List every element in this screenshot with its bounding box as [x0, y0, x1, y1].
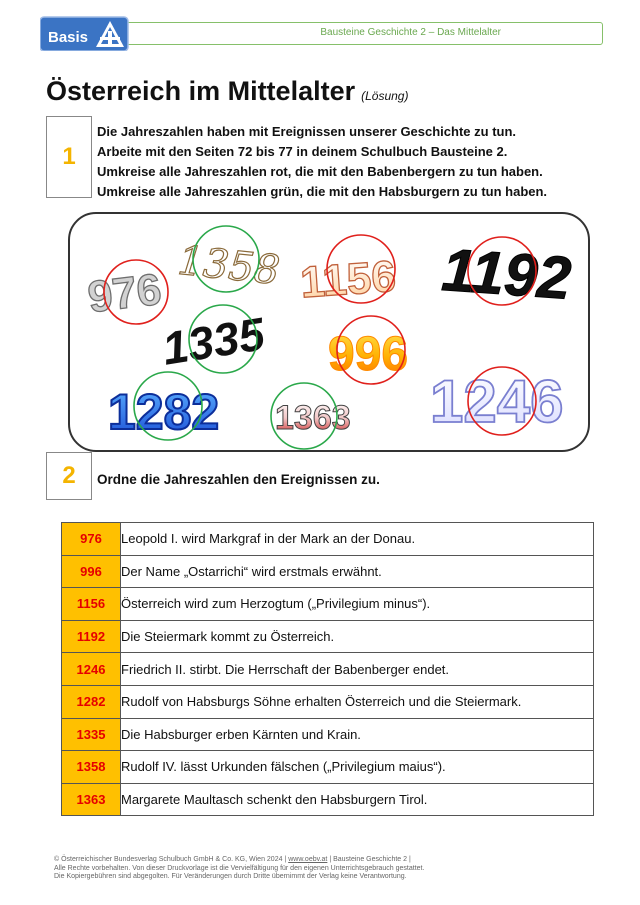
year-cell: 976: [62, 523, 121, 556]
instruction-line: Die Jahreszahlen haben mit Ereignissen unserer Geschichte zu tun.: [97, 124, 517, 139]
footer-line-2: Alle Rechte vorbehalten. Von dieser Druckvorlage ist die Vervielfältigung für den eigenen Unterrichtsgebrauch gestattet.: [54, 864, 425, 872]
table-row: [62, 685, 594, 718]
year-1363: [271, 383, 351, 449]
year-976-text: 976: [85, 264, 165, 323]
year-1358-text: 1358: [175, 237, 282, 295]
event-cell: Leopold I. wird Markgraf in der Mark an der Donau.: [121, 523, 594, 556]
year-cell: 1192: [62, 620, 121, 653]
year-1358: [176, 226, 282, 294]
event-cell: Der Name „Ostarrichi“ wird erstmals erwähnt.: [121, 555, 594, 588]
event-cell: Rudolf von Habsburgs Söhne erhalten Österreich und die Steiermark.: [121, 685, 594, 718]
event-cell: Rudolf IV. lässt Urkunden fälschen („Privilegium maius“).: [121, 751, 594, 784]
page-title: Österreich im Mittelalter (Lösung): [46, 76, 409, 106]
year-1335: [159, 305, 270, 375]
events-table: [61, 522, 594, 816]
series-title: Bausteine Geschichte 2 – Das Mittelalter: [320, 27, 501, 38]
year-996-text: 996: [328, 328, 409, 381]
instruction-line: Arbeite mit den Seiten 72 bis 77 in deinem Schulbuch Bausteine 2.: [97, 144, 508, 159]
footer-line-1: © Österreichischer Bundesverlag Schulbuch GmbH & Co. KG, Wien 2024 | www.oebv.at | Bausteine Geschichte 2 |: [54, 856, 411, 863]
year-cell: 1358: [62, 751, 121, 784]
table-row: [62, 523, 594, 556]
year-1363-text: 1363: [275, 399, 351, 437]
table-row: [62, 620, 594, 653]
table-row: [62, 751, 594, 784]
task-number-1: 1: [46, 116, 92, 198]
task-number-2: 2: [46, 452, 92, 500]
year-1282-text: 1282: [108, 384, 220, 440]
basis-logo: [40, 13, 132, 51]
event-cell: Die Habsburger erben Kärnten und Krain.: [121, 718, 594, 751]
year-numbers-canvas: [70, 214, 588, 450]
year-1335-text: 1335: [158, 307, 269, 375]
event-cell: Die Steiermark kommt zu Österreich.: [121, 620, 594, 653]
event-cell: Friedrich II. stirbt. Die Herrschaft der Babenberger endet.: [121, 653, 594, 686]
year-1192: [440, 236, 573, 312]
year-1156-text: 1156: [298, 251, 398, 308]
year-1246-text: 1246: [430, 368, 564, 435]
year-1192-text: 1192: [439, 236, 574, 312]
table-row: [62, 653, 594, 686]
event-cell: Österreich wird zum Herzogtum („Privilegium minus“).: [121, 588, 594, 621]
year-996: [328, 316, 408, 384]
year-cell: 1156: [62, 588, 121, 621]
year-976: [85, 260, 168, 324]
year-cell: 1246: [62, 653, 121, 686]
task2-instruction: Ordne die Jahreszahlen den Ereignissen zu.: [97, 472, 380, 487]
title-note: (Lösung): [361, 89, 409, 103]
instruction-line: Umkreise alle Jahreszahlen rot, die mit den Babenbergern zu tun haben.: [97, 164, 543, 179]
table-row: [62, 718, 594, 751]
instruction-line: Umkreise alle Jahreszahlen grün, die mit den Habsburgern zu tun haben.: [97, 184, 548, 199]
publisher-link[interactable]: www.oebv.at: [288, 856, 328, 863]
year-1156: [299, 235, 398, 307]
year-cell: 1363: [62, 783, 121, 816]
table-row: [62, 555, 594, 588]
footer-line-3: Die Kopiergebühren sind abgegolten. Für Veränderungen durch Dritte übernimmt der Verlag keine Verantwortung.: [54, 873, 407, 880]
year-numbers-box: [68, 212, 590, 452]
year-1282: [108, 372, 219, 440]
event-cell: Margarete Maultasch schenkt den Habsburgern Tirol.: [121, 783, 594, 816]
year-cell: 1335: [62, 718, 121, 751]
table-row: [62, 588, 594, 621]
task1-instructions: [97, 122, 547, 202]
footer: [54, 856, 424, 882]
logo-text: Basis: [48, 29, 89, 46]
year-cell: 1282: [62, 685, 121, 718]
table-row: [62, 783, 594, 816]
year-cell: 996: [62, 555, 121, 588]
year-1246: [430, 367, 563, 435]
